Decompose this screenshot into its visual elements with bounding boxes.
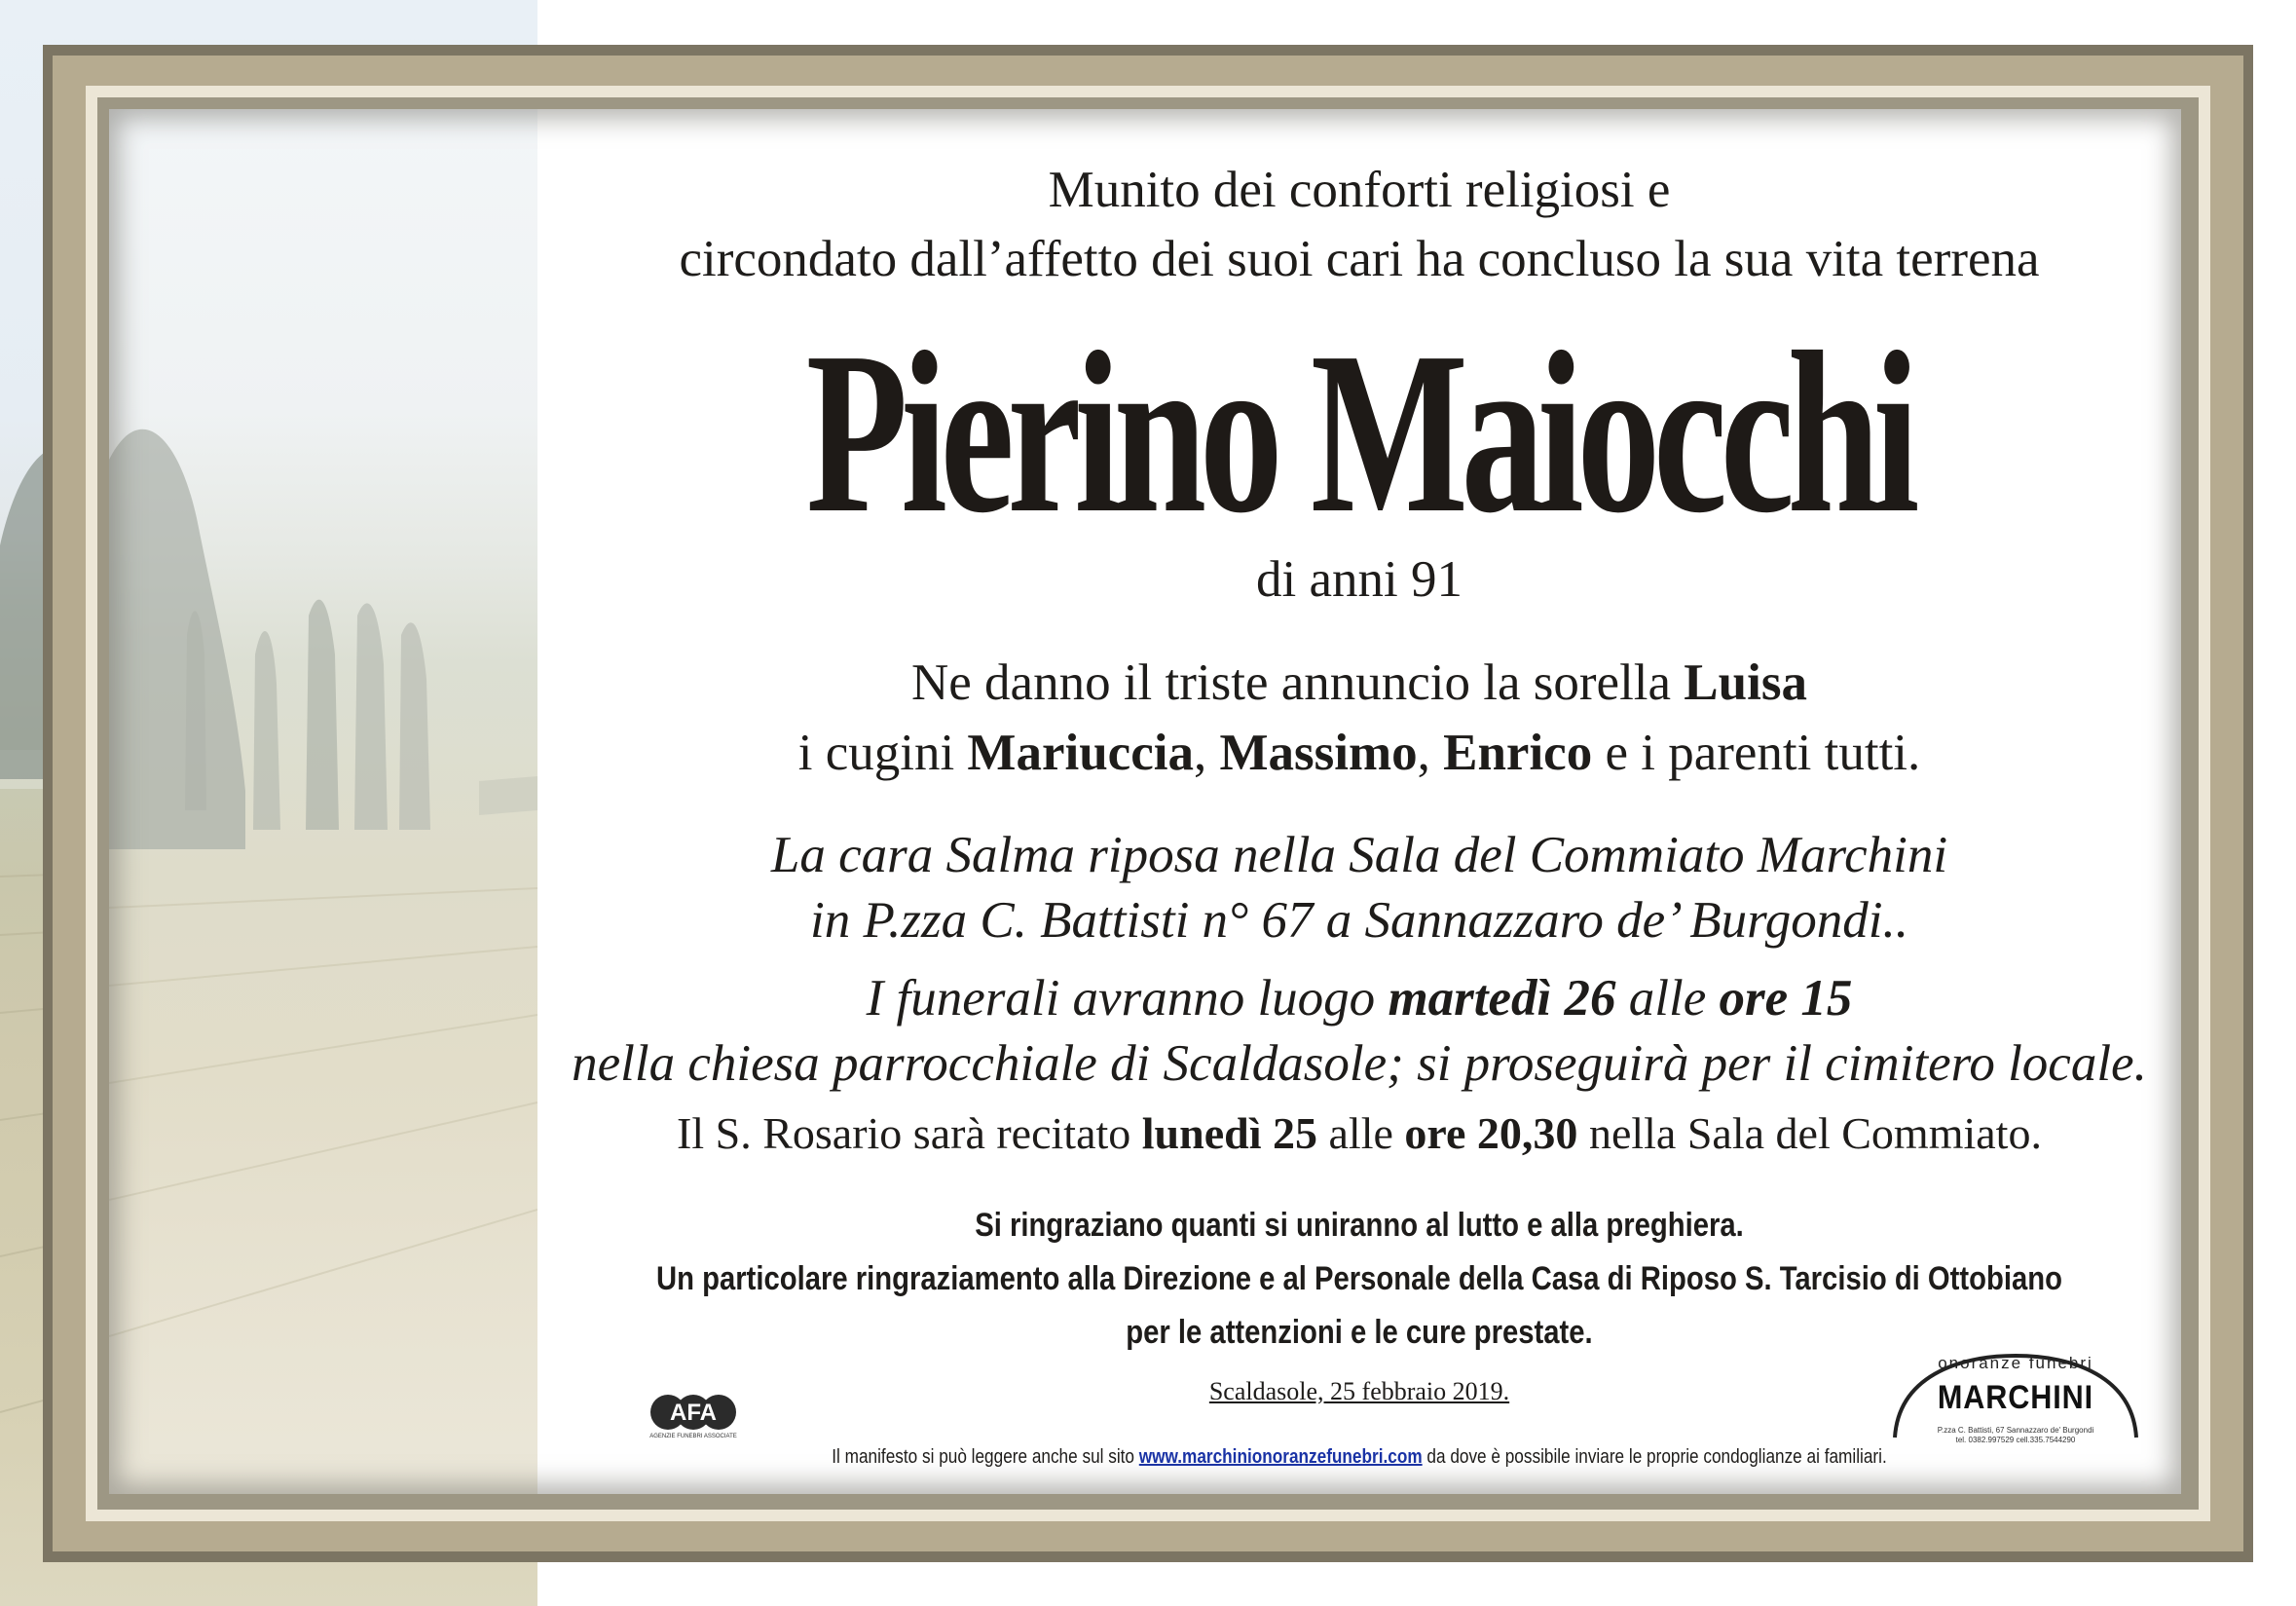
- thanks-line-3: per le attenzioni e le cure prestate.: [1126, 1314, 1593, 1351]
- announcement-text: e i parenti tutti.: [1592, 725, 1921, 781]
- cousin-name: Mariuccia: [967, 725, 1194, 781]
- obituary-card: [109, 109, 2181, 1494]
- marchini-phones: tel. 0382.997529 cell.335.7544290: [1955, 1436, 2076, 1444]
- thanks-line-2: Un particolare ringraziamento alla Direzione e al Personale della Casa di Riposo S. Tarcisio di Ottobiano: [656, 1260, 2062, 1297]
- announcement-line-1: [537, 653, 2181, 713]
- footer-text: Il manifesto si può leggere anche sul sito: [832, 1446, 1139, 1468]
- separator: ,: [1193, 725, 1220, 781]
- deceased-name: Pierino Maiocchi: [805, 305, 1913, 561]
- cousin-name: Enrico: [1443, 725, 1593, 781]
- funeral-line-2: nella chiesa parrocchiale di Scaldasole; si proseguirà per il cimitero locale.: [572, 1035, 2147, 1092]
- rosary-text: alle: [1317, 1108, 1405, 1158]
- funeral-day: martedì 26: [1388, 970, 1616, 1027]
- obituary-text: [537, 109, 2181, 1494]
- intro-line-2: circondato dall’affetto dei suoi cari ha concluso la sua vita terrena: [679, 231, 2040, 287]
- announcement-text: i cugini: [797, 725, 968, 781]
- marchini-name: MARCHINI: [1937, 1379, 2094, 1416]
- rosary-text: nella Sala del Commiato.: [1577, 1108, 2042, 1158]
- footer-note: [652, 1443, 2066, 1471]
- announcement-line-2: [537, 723, 2181, 783]
- salma-line-1: La cara Salma riposa nella Sala del Commiato Marchini: [770, 827, 1948, 883]
- salma-line-2: in P.zza C. Battisti n° 67 a Sannazzaro de’ Burgondi..: [810, 892, 1908, 949]
- afa-logo-icon: [648, 1391, 738, 1434]
- rosary-day: lunedì 25: [1141, 1108, 1318, 1158]
- afa-logo: [648, 1391, 738, 1445]
- marchini-subtitle: onoranze funebri: [1938, 1354, 2093, 1372]
- card-landscape-photo: [109, 109, 537, 1494]
- separator: ,: [1417, 725, 1444, 781]
- funeral-text: I funerali avranno luogo: [866, 970, 1389, 1027]
- rosary-line: [537, 1106, 2181, 1161]
- place-date: Scaldasole, 25 febbraio 2019.: [1208, 1377, 1510, 1405]
- rosary-text: Il S. Rosario sarà recitato: [677, 1108, 1142, 1158]
- funeral-time: ore 15: [1719, 970, 1853, 1027]
- announcement-text: Ne danno il triste annuncio la sorella: [911, 654, 1685, 711]
- website-link[interactable]: www.marchinionoranzefunebri.com: [1138, 1446, 1423, 1468]
- afa-caption: AGENZIE FUNEBRI ASSOCIATE: [649, 1434, 737, 1439]
- rosary-time: ore 20,30: [1404, 1108, 1578, 1158]
- footer-text: da dove è possibile inviare le proprie condoglianze ai familiari.: [1422, 1446, 1887, 1468]
- sister-name: Luisa: [1684, 654, 1807, 711]
- intro-line-1: Munito dei conforti religiosi e: [1048, 162, 1671, 218]
- deceased-age: di anni 91: [1256, 551, 1463, 608]
- funeral-line-1: [537, 968, 2181, 1028]
- afa-logo-mark: AFA: [670, 1400, 717, 1426]
- marchini-address: P.zza C. Battisti, 67 Sannazzaro de' Burgondi: [1937, 1426, 2094, 1435]
- cousin-name: Massimo: [1219, 725, 1418, 781]
- thanks-line-1: Si ringraziano quanti si uniranno al lutto e alla preghiera.: [975, 1207, 1744, 1244]
- funeral-text: alle: [1615, 970, 1720, 1027]
- marchini-logo: [1889, 1348, 2142, 1455]
- marchini-contacts: [1901, 1426, 2130, 1445]
